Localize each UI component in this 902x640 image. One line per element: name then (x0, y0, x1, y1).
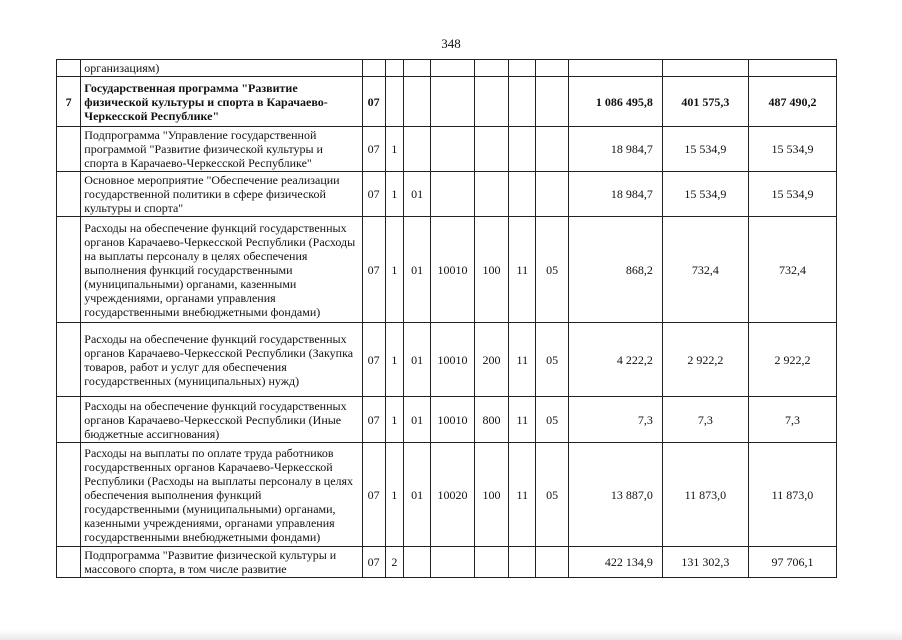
code-cell (362, 60, 385, 77)
code-cell (431, 60, 475, 77)
code-cell (509, 547, 536, 578)
code-cell: 05 (536, 443, 568, 547)
row-name: Расходы на обеспечение функций государственных органов Карачаево-Черкесской Республики (Расходы на выплаты персоналу в целях обеспечения выполнения функций государственными (муниципальными) органами, казенными учреждениями, органами управления государственными внебюджетными фондами) (81, 217, 362, 323)
table-row (57, 77, 837, 127)
code-cell: 07 (362, 323, 385, 397)
code-cell: 100 (474, 217, 508, 323)
code-cell: 01 (403, 217, 430, 323)
row-name: Государственная программа "Развитие физической культуры и спорта в Карачаево-Черкесской Республике" (81, 77, 362, 127)
code-cell: 05 (536, 217, 568, 323)
amount-cell: 13 887,0 (568, 443, 662, 547)
amount-cell: 15 534,9 (662, 172, 748, 217)
code-cell: 1 (385, 127, 403, 172)
code-cell: 1 (385, 323, 403, 397)
amount-cell: 15 534,9 (662, 127, 748, 172)
row-number (57, 60, 81, 77)
code-cell: 07 (362, 77, 385, 127)
amount-cell: 97 706,1 (748, 547, 836, 578)
amount-cell: 422 134,9 (568, 547, 662, 578)
code-cell: 10010 (431, 397, 475, 443)
code-cell: 05 (536, 397, 568, 443)
row-name: Расходы на выплаты по оплате труда работников государственных органов Карачаево-Черкесской Республики (Расходы на выплаты персоналу в целях обеспечения выполнения функций государственными (муниципальными) органами, казенными учреждениями, органами управления государственными внебюджетными фондами) (81, 443, 362, 547)
code-cell (536, 127, 568, 172)
code-cell: 100 (474, 443, 508, 547)
code-cell: 10010 (431, 217, 475, 323)
code-cell (474, 172, 508, 217)
table-row (57, 547, 837, 578)
code-cell: 2 (385, 547, 403, 578)
code-cell: 07 (362, 172, 385, 217)
code-cell (536, 77, 568, 127)
code-cell (536, 60, 568, 77)
amount-cell: 401 575,3 (662, 77, 748, 127)
code-cell: 11 (509, 397, 536, 443)
page-number: 348 (441, 36, 461, 51)
code-cell: 11 (509, 217, 536, 323)
code-cell (385, 60, 403, 77)
row-number (57, 127, 81, 172)
amount-cell: 18 984,7 (568, 127, 662, 172)
row-number (57, 172, 81, 217)
code-cell: 10020 (431, 443, 475, 547)
code-cell (403, 547, 430, 578)
table-row (57, 443, 837, 547)
amount-cell (662, 60, 748, 77)
code-cell: 01 (403, 443, 430, 547)
row-number (57, 443, 81, 547)
code-cell: 1 (385, 172, 403, 217)
code-cell (509, 127, 536, 172)
code-cell (431, 172, 475, 217)
code-cell (403, 127, 430, 172)
amount-cell: 4 222,2 (568, 323, 662, 397)
code-cell (509, 77, 536, 127)
row-number: 7 (57, 77, 81, 127)
row-name: Подпрограмма "Развитие физической культуры и массового спорта, в том числе развитие (81, 547, 362, 578)
row-name: Подпрограмма "Управление государственной программой "Развитие физической культуры и спорта в Карачаево-Черкесской Республике" (81, 127, 362, 172)
code-cell: 200 (474, 323, 508, 397)
code-cell: 10010 (431, 323, 475, 397)
code-cell (509, 60, 536, 77)
row-number (57, 547, 81, 578)
amount-cell: 7,3 (662, 397, 748, 443)
code-cell: 05 (536, 323, 568, 397)
code-cell (431, 127, 475, 172)
code-cell: 1 (385, 397, 403, 443)
row-name: Основное мероприятие "Обеспечение реализации государственной политики в сфере физической культуры и спорта" (81, 172, 362, 217)
row-name: Расходы на обеспечение функций государственных органов Карачаево-Черкесской Республики (Иные бюджетные ассигнования) (81, 397, 362, 443)
code-cell (431, 547, 475, 578)
code-cell (474, 77, 508, 127)
row-number (57, 323, 81, 397)
code-cell: 800 (474, 397, 508, 443)
table-row (57, 323, 837, 397)
code-cell (536, 547, 568, 578)
budget-table (56, 59, 837, 578)
code-cell: 07 (362, 397, 385, 443)
row-number (57, 217, 81, 323)
code-cell: 11 (509, 323, 536, 397)
code-cell (403, 77, 430, 127)
amount-cell: 11 873,0 (662, 443, 748, 547)
code-cell (385, 77, 403, 127)
amount-cell: 7,3 (568, 397, 662, 443)
code-cell (474, 60, 508, 77)
code-cell: 07 (362, 127, 385, 172)
scan-bottom-edge (0, 630, 902, 640)
amount-cell: 15 534,9 (748, 172, 836, 217)
code-cell (509, 172, 536, 217)
amount-cell: 18 984,7 (568, 172, 662, 217)
amount-cell: 487 490,2 (748, 77, 836, 127)
code-cell (474, 547, 508, 578)
code-cell: 1 (385, 443, 403, 547)
amount-cell (748, 60, 836, 77)
code-cell: 11 (509, 443, 536, 547)
table-row (57, 397, 837, 443)
amount-cell: 1 086 495,8 (568, 77, 662, 127)
table-row (57, 217, 837, 323)
code-cell (474, 127, 508, 172)
amount-cell (568, 60, 662, 77)
amount-cell: 15 534,9 (748, 127, 836, 172)
code-cell: 01 (403, 397, 430, 443)
row-name: Расходы на обеспечение функций государственных органов Карачаево-Черкесской Республики (Закупка товаров, работ и услуг для обеспечения государственных (муниципальных) нужд) (81, 323, 362, 397)
amount-cell: 131 302,3 (662, 547, 748, 578)
amount-cell: 2 922,2 (748, 323, 836, 397)
row-number (57, 397, 81, 443)
code-cell (536, 172, 568, 217)
code-cell: 07 (362, 443, 385, 547)
code-cell (431, 77, 475, 127)
code-cell: 07 (362, 217, 385, 323)
table-row (57, 172, 837, 217)
row-name: организациям) (81, 60, 362, 77)
amount-cell: 732,4 (662, 217, 748, 323)
code-cell: 01 (403, 323, 430, 397)
table-row (57, 127, 837, 172)
amount-cell: 868,2 (568, 217, 662, 323)
amount-cell: 11 873,0 (748, 443, 836, 547)
code-cell: 01 (403, 172, 430, 217)
code-cell: 1 (385, 217, 403, 323)
amount-cell: 732,4 (748, 217, 836, 323)
code-cell (403, 60, 430, 77)
code-cell: 07 (362, 547, 385, 578)
table-row (57, 60, 837, 77)
amount-cell: 7,3 (748, 397, 836, 443)
amount-cell: 2 922,2 (662, 323, 748, 397)
